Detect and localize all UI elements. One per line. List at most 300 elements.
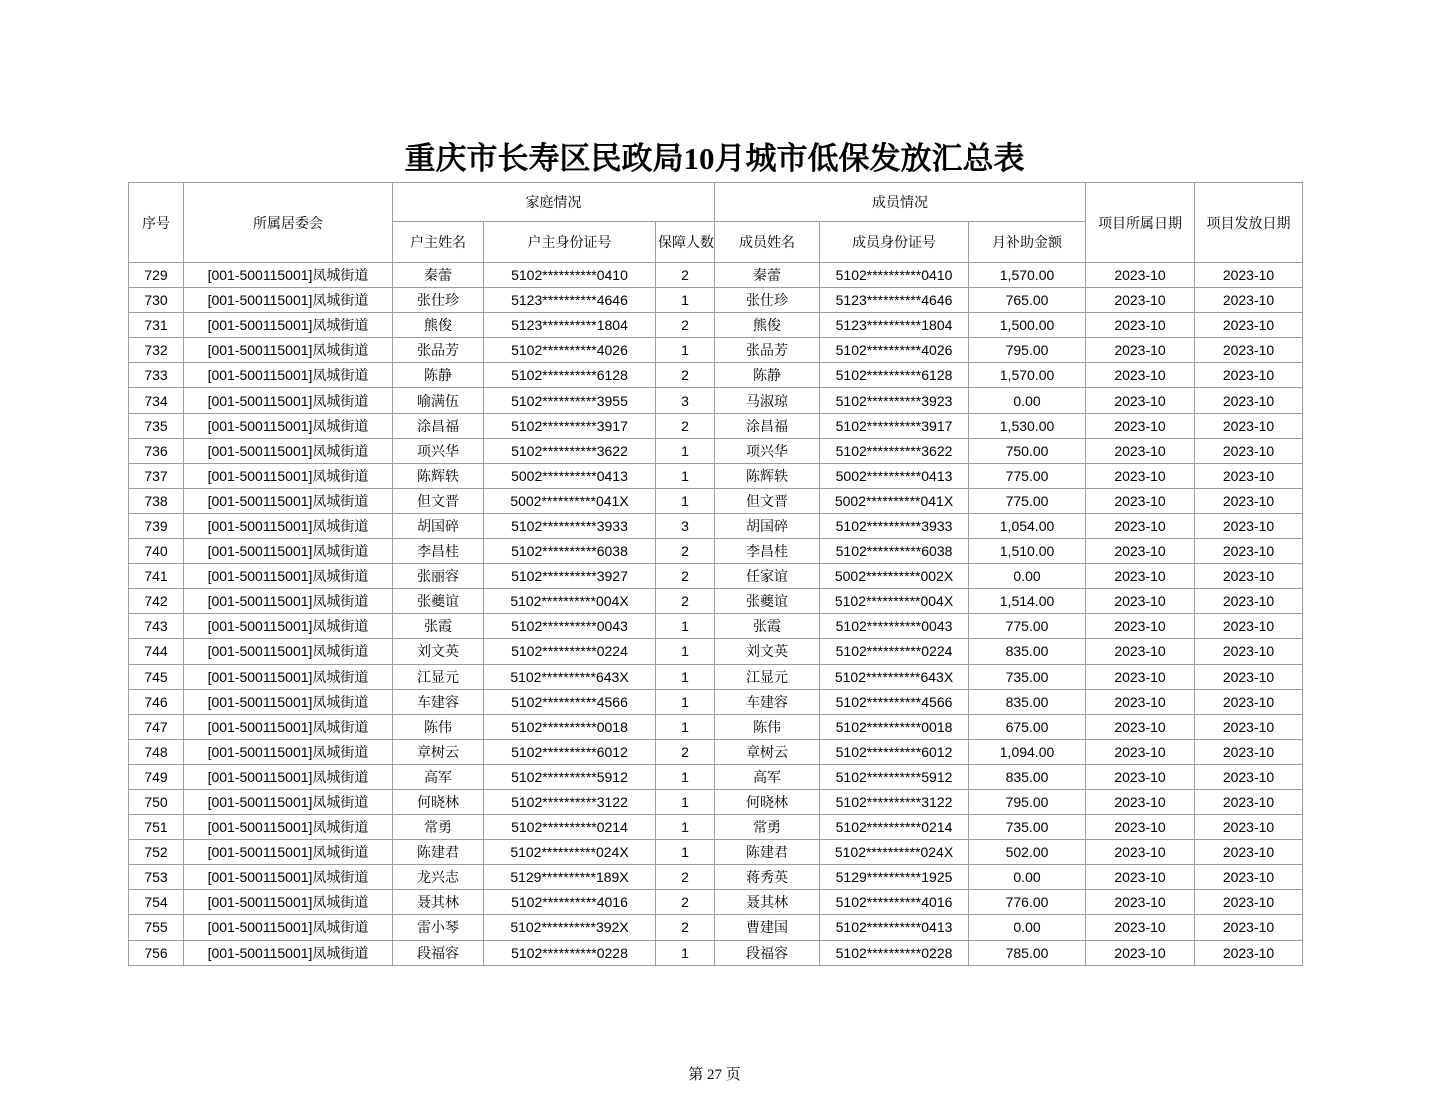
table-row [129,513,1303,538]
cell-member-id: 5102**********0043 [820,614,969,639]
cell-monthly-subsidy: 502.00 [969,840,1086,865]
cell-insured-count: 1 [656,689,715,714]
cell-member-id: 5123**********4646 [820,288,969,313]
cell-member-id: 5102**********0018 [820,714,969,739]
cell-seq: 739 [129,513,184,538]
cell-committee: [001-500115001]凤城街道 [184,288,393,313]
cell-head-name: 秦蕾 [393,263,484,288]
cell-member-id: 5002**********041X [820,488,969,513]
cell-monthly-subsidy: 765.00 [969,288,1086,313]
cell-committee: [001-500115001]凤城街道 [184,338,393,363]
cell-member-name: 秦蕾 [715,263,820,288]
cell-member-id: 5102**********4026 [820,338,969,363]
cell-insured-count: 1 [656,789,715,814]
cell-member-name: 段福容 [715,940,820,965]
cell-head-name: 段福容 [393,940,484,965]
cell-head-id: 5102**********643X [484,664,656,689]
table-row [129,413,1303,438]
col-header-insured-count: 保障人数 [656,222,715,263]
cell-member-name: 任家谊 [715,564,820,589]
table-row [129,388,1303,413]
cell-member-name: 车建容 [715,689,820,714]
cell-member-id: 5102**********6128 [820,363,969,388]
table-row [129,689,1303,714]
cell-committee: [001-500115001]凤城街道 [184,639,393,664]
cell-head-name: 龙兴志 [393,865,484,890]
cell-member-name: 曹建国 [715,915,820,940]
cell-member-name: 陈辉轶 [715,463,820,488]
cell-head-name: 胡国碎 [393,513,484,538]
cell-project-month: 2023-10 [1086,689,1195,714]
cell-seq: 733 [129,363,184,388]
cell-monthly-subsidy: 1,094.00 [969,739,1086,764]
cell-head-id: 5002**********0413 [484,463,656,488]
cell-head-id: 5102**********392X [484,915,656,940]
cell-head-name: 刘文英 [393,639,484,664]
cell-issue-month: 2023-10 [1195,388,1303,413]
cell-insured-count: 1 [656,438,715,463]
cell-head-name: 但文晋 [393,488,484,513]
cell-insured-count: 2 [656,263,715,288]
cell-head-id: 5102**********3917 [484,413,656,438]
cell-project-month: 2023-10 [1086,840,1195,865]
cell-seq: 731 [129,313,184,338]
cell-issue-month: 2023-10 [1195,865,1303,890]
cell-committee: [001-500115001]凤城街道 [184,764,393,789]
cell-monthly-subsidy: 835.00 [969,639,1086,664]
cell-seq: 756 [129,940,184,965]
cell-seq: 742 [129,589,184,614]
table-row [129,639,1303,664]
cell-member-name: 陈静 [715,363,820,388]
cell-committee: [001-500115001]凤城街道 [184,463,393,488]
cell-monthly-subsidy: 775.00 [969,614,1086,639]
cell-committee: [001-500115001]凤城街道 [184,614,393,639]
cell-member-id: 5102**********3122 [820,789,969,814]
cell-committee: [001-500115001]凤城街道 [184,413,393,438]
cell-member-id: 5102**********0413 [820,915,969,940]
cell-committee: [001-500115001]凤城街道 [184,488,393,513]
cell-head-id: 5102**********004X [484,589,656,614]
cell-head-id: 5002**********041X [484,488,656,513]
cell-monthly-subsidy: 750.00 [969,438,1086,463]
cell-issue-month: 2023-10 [1195,714,1303,739]
cell-committee: [001-500115001]凤城街道 [184,789,393,814]
cell-insured-count: 1 [656,463,715,488]
cell-monthly-subsidy: 775.00 [969,463,1086,488]
cell-issue-month: 2023-10 [1195,539,1303,564]
cell-issue-month: 2023-10 [1195,940,1303,965]
cell-member-name: 张仕珍 [715,288,820,313]
cell-head-id: 5102**********0043 [484,614,656,639]
cell-committee: [001-500115001]凤城街道 [184,363,393,388]
cell-insured-count: 1 [656,614,715,639]
cell-project-month: 2023-10 [1086,589,1195,614]
cell-issue-month: 2023-10 [1195,313,1303,338]
cell-member-id: 5123**********1804 [820,313,969,338]
cell-head-id: 5102**********3622 [484,438,656,463]
cell-member-name: 涂昌福 [715,413,820,438]
cell-monthly-subsidy: 795.00 [969,338,1086,363]
cell-seq: 751 [129,815,184,840]
cell-member-id: 5102**********4566 [820,689,969,714]
cell-committee: [001-500115001]凤城街道 [184,689,393,714]
col-group-family: 家庭情况 [393,183,715,222]
cell-issue-month: 2023-10 [1195,739,1303,764]
cell-head-id: 5102**********4026 [484,338,656,363]
cell-member-name: 江显元 [715,664,820,689]
cell-project-month: 2023-10 [1086,764,1195,789]
cell-committee: [001-500115001]凤城街道 [184,815,393,840]
cell-insured-count: 2 [656,539,715,564]
cell-member-id: 5102**********4016 [820,890,969,915]
col-header-head-name: 户主姓名 [393,222,484,263]
cell-monthly-subsidy: 0.00 [969,865,1086,890]
cell-member-id: 5102**********0228 [820,940,969,965]
cell-committee: [001-500115001]凤城街道 [184,714,393,739]
cell-head-id: 5102**********0224 [484,639,656,664]
cell-seq: 737 [129,463,184,488]
cell-head-name: 熊俊 [393,313,484,338]
table-row [129,714,1303,739]
cell-project-month: 2023-10 [1086,313,1195,338]
cell-head-id: 5102**********3933 [484,513,656,538]
cell-seq: 749 [129,764,184,789]
cell-committee: [001-500115001]凤城街道 [184,940,393,965]
cell-committee: [001-500115001]凤城街道 [184,589,393,614]
cell-member-name: 张霞 [715,614,820,639]
cell-member-id: 5102**********5912 [820,764,969,789]
cell-monthly-subsidy: 1,054.00 [969,513,1086,538]
cell-seq: 750 [129,789,184,814]
cell-monthly-subsidy: 795.00 [969,789,1086,814]
cell-insured-count: 2 [656,890,715,915]
cell-monthly-subsidy: 0.00 [969,915,1086,940]
cell-member-id: 5102**********0410 [820,263,969,288]
cell-project-month: 2023-10 [1086,463,1195,488]
cell-member-name: 陈建君 [715,840,820,865]
cell-project-month: 2023-10 [1086,363,1195,388]
cell-head-id: 5102**********0410 [484,263,656,288]
cell-member-name: 李昌桂 [715,539,820,564]
cell-committee: [001-500115001]凤城街道 [184,513,393,538]
cell-head-id: 5129**********189X [484,865,656,890]
cell-issue-month: 2023-10 [1195,463,1303,488]
cell-head-name: 高军 [393,764,484,789]
cell-project-month: 2023-10 [1086,513,1195,538]
page-title: 重庆市长寿区民政局10月城市低保发放汇总表 [404,141,1025,176]
cell-project-month: 2023-10 [1086,714,1195,739]
cell-monthly-subsidy: 1,514.00 [969,589,1086,614]
cell-seq: 729 [129,263,184,288]
cell-seq: 743 [129,614,184,639]
cell-head-name: 张夔谊 [393,589,484,614]
cell-member-id: 5102**********024X [820,840,969,865]
cell-committee: [001-500115001]凤城街道 [184,438,393,463]
cell-issue-month: 2023-10 [1195,815,1303,840]
cell-member-id: 5102**********6012 [820,739,969,764]
cell-head-id: 5102**********4566 [484,689,656,714]
cell-seq: 732 [129,338,184,363]
cell-head-id: 5102**********024X [484,840,656,865]
cell-project-month: 2023-10 [1086,388,1195,413]
cell-member-name: 刘文英 [715,639,820,664]
cell-committee: [001-500115001]凤城街道 [184,388,393,413]
cell-issue-month: 2023-10 [1195,263,1303,288]
cell-issue-month: 2023-10 [1195,438,1303,463]
col-header-monthly-subsidy: 月补助金额 [969,222,1086,263]
cell-issue-month: 2023-10 [1195,513,1303,538]
cell-seq: 753 [129,865,184,890]
cell-member-name: 马淑琼 [715,388,820,413]
cell-insured-count: 1 [656,338,715,363]
cell-project-month: 2023-10 [1086,815,1195,840]
cell-monthly-subsidy: 735.00 [969,815,1086,840]
cell-head-name: 李昌桂 [393,539,484,564]
cell-head-name: 常勇 [393,815,484,840]
cell-head-name: 张丽容 [393,564,484,589]
cell-head-id: 5102**********4016 [484,890,656,915]
table-row [129,940,1303,965]
cell-monthly-subsidy: 1,570.00 [969,363,1086,388]
cell-seq: 734 [129,388,184,413]
cell-project-month: 2023-10 [1086,288,1195,313]
cell-insured-count: 2 [656,865,715,890]
cell-monthly-subsidy: 1,500.00 [969,313,1086,338]
cell-head-name: 陈辉轶 [393,463,484,488]
cell-issue-month: 2023-10 [1195,614,1303,639]
cell-member-id: 5102**********004X [820,589,969,614]
cell-insured-count: 1 [656,714,715,739]
col-header-committee: 所属居委会 [184,183,393,263]
cell-insured-count: 1 [656,764,715,789]
cell-insured-count: 3 [656,513,715,538]
cell-seq: 741 [129,564,184,589]
cell-member-id: 5102**********643X [820,664,969,689]
cell-project-month: 2023-10 [1086,488,1195,513]
cell-member-id: 5102**********3622 [820,438,969,463]
cell-monthly-subsidy: 835.00 [969,689,1086,714]
cell-member-name: 熊俊 [715,313,820,338]
table-row [129,338,1303,363]
table-row [129,664,1303,689]
table-row [129,463,1303,488]
cell-issue-month: 2023-10 [1195,915,1303,940]
cell-issue-month: 2023-10 [1195,789,1303,814]
col-header-project-month: 项目所属日期 [1086,183,1195,263]
col-header-seq: 序号 [129,183,184,263]
cell-project-month: 2023-10 [1086,664,1195,689]
cell-committee: [001-500115001]凤城街道 [184,539,393,564]
cell-head-id: 5102**********3955 [484,388,656,413]
table-row [129,840,1303,865]
cell-member-name: 张夔谊 [715,589,820,614]
cell-project-month: 2023-10 [1086,789,1195,814]
table-row [129,915,1303,940]
cell-issue-month: 2023-10 [1195,664,1303,689]
cell-head-name: 涂昌福 [393,413,484,438]
cell-head-name: 陈静 [393,363,484,388]
table-row [129,890,1303,915]
col-header-member-name: 成员姓名 [715,222,820,263]
cell-project-month: 2023-10 [1086,940,1195,965]
cell-head-id: 5102**********6038 [484,539,656,564]
cell-member-id: 5102**********0214 [820,815,969,840]
table-row [129,539,1303,564]
cell-member-name: 陈伟 [715,714,820,739]
cell-head-id: 5123**********4646 [484,288,656,313]
cell-member-name: 张品芳 [715,338,820,363]
cell-project-month: 2023-10 [1086,564,1195,589]
cell-head-id: 5102**********0228 [484,940,656,965]
cell-insured-count: 1 [656,488,715,513]
cell-head-id: 5102**********3122 [484,789,656,814]
cell-project-month: 2023-10 [1086,413,1195,438]
cell-member-id: 5102**********3923 [820,388,969,413]
cell-member-name: 高军 [715,764,820,789]
cell-member-name: 蒋秀英 [715,865,820,890]
cell-committee: [001-500115001]凤城街道 [184,865,393,890]
cell-issue-month: 2023-10 [1195,764,1303,789]
cell-monthly-subsidy: 735.00 [969,664,1086,689]
cell-member-name: 常勇 [715,815,820,840]
cell-seq: 748 [129,739,184,764]
subsidy-summary-table [128,182,1303,966]
cell-project-month: 2023-10 [1086,915,1195,940]
cell-project-month: 2023-10 [1086,739,1195,764]
cell-committee: [001-500115001]凤城街道 [184,313,393,338]
cell-member-id: 5129**********1925 [820,865,969,890]
cell-monthly-subsidy: 776.00 [969,890,1086,915]
table-row [129,764,1303,789]
cell-seq: 747 [129,714,184,739]
cell-head-name: 章树云 [393,739,484,764]
cell-insured-count: 2 [656,313,715,338]
cell-member-name: 何晓林 [715,789,820,814]
cell-head-name: 何晓林 [393,789,484,814]
cell-member-id: 5002**********002X [820,564,969,589]
table-row [129,488,1303,513]
cell-head-id: 5123**********1804 [484,313,656,338]
table-row [129,438,1303,463]
cell-member-id: 5102**********6038 [820,539,969,564]
page-number: 第 27 页 [688,1067,741,1083]
cell-head-name: 聂其林 [393,890,484,915]
cell-issue-month: 2023-10 [1195,288,1303,313]
cell-committee: [001-500115001]凤城街道 [184,915,393,940]
cell-insured-count: 2 [656,739,715,764]
cell-committee: [001-500115001]凤城街道 [184,664,393,689]
table-row [129,313,1303,338]
cell-head-name: 张品芳 [393,338,484,363]
cell-head-name: 车建容 [393,689,484,714]
cell-member-name: 聂其林 [715,890,820,915]
cell-committee: [001-500115001]凤城街道 [184,263,393,288]
cell-member-name: 章树云 [715,739,820,764]
cell-committee: [001-500115001]凤城街道 [184,739,393,764]
cell-seq: 745 [129,664,184,689]
cell-seq: 746 [129,689,184,714]
cell-monthly-subsidy: 785.00 [969,940,1086,965]
cell-member-name: 胡国碎 [715,513,820,538]
cell-head-name: 张仕珍 [393,288,484,313]
cell-seq: 730 [129,288,184,313]
cell-head-id: 5102**********6128 [484,363,656,388]
cell-head-name: 陈建君 [393,840,484,865]
cell-project-month: 2023-10 [1086,865,1195,890]
cell-insured-count: 1 [656,840,715,865]
cell-project-month: 2023-10 [1086,263,1195,288]
cell-monthly-subsidy: 1,570.00 [969,263,1086,288]
col-header-issue-month: 项目发放日期 [1195,183,1303,263]
table-row [129,865,1303,890]
cell-head-name: 雷小琴 [393,915,484,940]
cell-insured-count: 2 [656,363,715,388]
cell-insured-count: 1 [656,815,715,840]
cell-member-id: 5002**********0413 [820,463,969,488]
cell-issue-month: 2023-10 [1195,363,1303,388]
cell-monthly-subsidy: 1,510.00 [969,539,1086,564]
table-row [129,288,1303,313]
cell-member-name: 但文晋 [715,488,820,513]
cell-insured-count: 2 [656,413,715,438]
cell-seq: 740 [129,539,184,564]
table-row [129,363,1303,388]
col-header-member-id: 成员身份证号 [820,222,969,263]
cell-issue-month: 2023-10 [1195,639,1303,664]
cell-project-month: 2023-10 [1086,614,1195,639]
cell-head-id: 5102**********0214 [484,815,656,840]
cell-head-name: 项兴华 [393,438,484,463]
cell-insured-count: 2 [656,915,715,940]
cell-seq: 736 [129,438,184,463]
table-row [129,614,1303,639]
cell-issue-month: 2023-10 [1195,890,1303,915]
cell-issue-month: 2023-10 [1195,840,1303,865]
cell-committee: [001-500115001]凤城街道 [184,890,393,915]
cell-insured-count: 1 [656,639,715,664]
cell-seq: 754 [129,890,184,915]
cell-insured-count: 1 [656,940,715,965]
cell-monthly-subsidy: 675.00 [969,714,1086,739]
cell-head-name: 喻满伍 [393,388,484,413]
cell-head-id: 5102**********6012 [484,739,656,764]
cell-project-month: 2023-10 [1086,438,1195,463]
cell-monthly-subsidy: 0.00 [969,564,1086,589]
cell-insured-count: 1 [656,664,715,689]
col-group-member: 成员情况 [715,183,1086,222]
cell-seq: 735 [129,413,184,438]
cell-seq: 738 [129,488,184,513]
table-row [129,589,1303,614]
cell-head-name: 陈伟 [393,714,484,739]
cell-project-month: 2023-10 [1086,539,1195,564]
cell-head-name: 张霞 [393,614,484,639]
table-row [129,815,1303,840]
cell-project-month: 2023-10 [1086,338,1195,363]
cell-head-id: 5102**********3927 [484,564,656,589]
cell-monthly-subsidy: 835.00 [969,764,1086,789]
table-row [129,789,1303,814]
cell-issue-month: 2023-10 [1195,413,1303,438]
cell-issue-month: 2023-10 [1195,488,1303,513]
cell-monthly-subsidy: 0.00 [969,388,1086,413]
cell-monthly-subsidy: 1,530.00 [969,413,1086,438]
cell-member-id: 5102**********3917 [820,413,969,438]
cell-committee: [001-500115001]凤城街道 [184,840,393,865]
cell-seq: 744 [129,639,184,664]
cell-insured-count: 1 [656,288,715,313]
